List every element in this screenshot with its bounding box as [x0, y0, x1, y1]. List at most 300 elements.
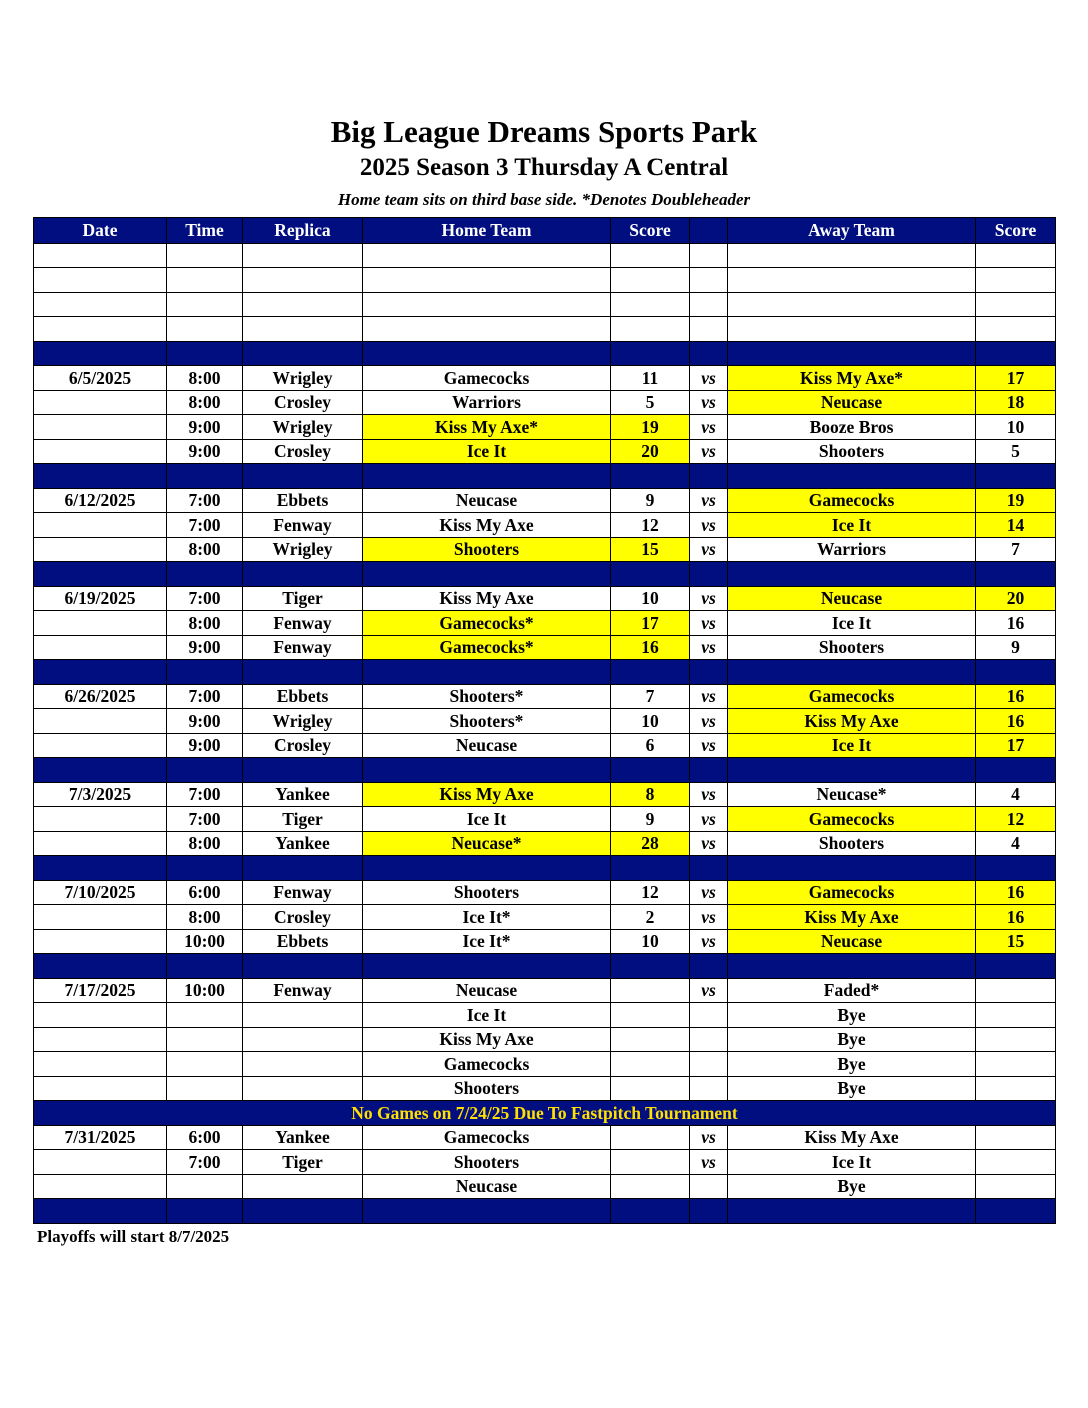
cell-time: 7:00	[167, 782, 243, 807]
cell-home-team: Shooters	[363, 1076, 611, 1101]
cell-home-team: Warriors	[363, 390, 611, 415]
separator-cell	[243, 1199, 363, 1224]
empty-cell	[34, 268, 167, 293]
cell-vs: vs	[690, 635, 728, 660]
separator-cell	[363, 341, 611, 366]
schedule-table	[33, 217, 1056, 1224]
cell-home-score: 10	[611, 929, 690, 954]
cell-vs: vs	[690, 880, 728, 905]
cell-away-team: Shooters	[728, 635, 976, 660]
cell-home-team: Ice It	[363, 1003, 611, 1028]
cell-away-team: Neucase	[728, 929, 976, 954]
cell-vs: vs	[690, 782, 728, 807]
cell-away-team: Shooters	[728, 831, 976, 856]
cell-time: 6:00	[167, 880, 243, 905]
cell-home-team: Ice It*	[363, 905, 611, 930]
separator-cell	[243, 758, 363, 783]
cell-home-score: 15	[611, 537, 690, 562]
cell-away-score: 16	[976, 709, 1056, 734]
cell-time: 8:00	[167, 390, 243, 415]
game-row	[34, 415, 1056, 440]
cell-away-score	[976, 1125, 1056, 1150]
cell-away-score: 4	[976, 782, 1056, 807]
cell-time	[167, 1027, 243, 1052]
cell-date	[34, 635, 167, 660]
game-row	[34, 488, 1056, 513]
cell-time: 8:00	[167, 366, 243, 391]
cell-replica: Crosley	[243, 439, 363, 464]
cell-home-score: 5	[611, 390, 690, 415]
notice-row	[34, 1101, 1056, 1126]
game-row	[34, 1076, 1056, 1101]
cell-vs: vs	[690, 439, 728, 464]
empty-cell	[611, 292, 690, 317]
cell-date: 6/26/2025	[34, 684, 167, 709]
cell-vs: vs	[690, 586, 728, 611]
separator-cell	[611, 464, 690, 489]
separator-cell	[363, 1199, 611, 1224]
empty-cell	[690, 268, 728, 293]
cell-home-team: Kiss My Axe	[363, 1027, 611, 1052]
game-row	[34, 831, 1056, 856]
cell-away-team: Faded*	[728, 978, 976, 1003]
separator-cell	[363, 758, 611, 783]
cell-home-team: Neucase*	[363, 831, 611, 856]
cell-time	[167, 1174, 243, 1199]
cell-away-team: Warriors	[728, 537, 976, 562]
cell-away-score: 14	[976, 513, 1056, 538]
cell-replica	[243, 1003, 363, 1028]
separator-cell	[167, 758, 243, 783]
cell-date	[34, 390, 167, 415]
empty-cell	[976, 292, 1056, 317]
cell-replica: Crosley	[243, 390, 363, 415]
cell-date	[34, 1003, 167, 1028]
cell-date	[34, 1052, 167, 1077]
cell-home-score	[611, 1076, 690, 1101]
game-row	[34, 611, 1056, 636]
empty-row	[34, 243, 1056, 268]
cell-vs	[690, 1052, 728, 1077]
cell-date	[34, 929, 167, 954]
cell-date	[34, 513, 167, 538]
cell-replica: Wrigley	[243, 709, 363, 734]
schedule-note: Home team sits on third base side. *Denotes Doubleheader	[337, 190, 751, 209]
game-row	[34, 709, 1056, 734]
cell-home-team: Ice It	[363, 807, 611, 832]
cell-date	[34, 439, 167, 464]
separator-cell	[728, 464, 976, 489]
separator-cell	[34, 1199, 167, 1224]
cell-away-team: Kiss My Axe	[728, 905, 976, 930]
empty-cell	[243, 268, 363, 293]
separator-cell	[167, 562, 243, 587]
cell-replica	[243, 1027, 363, 1052]
game-row	[34, 586, 1056, 611]
separator-cell	[34, 660, 167, 685]
game-row	[34, 1174, 1056, 1199]
cell-home-score: 9	[611, 807, 690, 832]
cell-date	[34, 831, 167, 856]
cell-away-score: 16	[976, 905, 1056, 930]
cell-away-score	[976, 1174, 1056, 1199]
col-header-vs	[690, 218, 728, 244]
separator-cell	[243, 856, 363, 881]
cell-away-score: 4	[976, 831, 1056, 856]
cell-home-team: Gamecocks	[363, 366, 611, 391]
separator-cell	[243, 660, 363, 685]
cell-replica: Fenway	[243, 880, 363, 905]
cell-home-team: Gamecocks	[363, 1052, 611, 1077]
cell-date	[34, 733, 167, 758]
game-row	[34, 733, 1056, 758]
cell-home-score: 12	[611, 880, 690, 905]
cell-home-team: Kiss My Axe*	[363, 415, 611, 440]
cell-away-score: 12	[976, 807, 1056, 832]
empty-cell	[243, 243, 363, 268]
cell-home-score: 6	[611, 733, 690, 758]
cell-vs: vs	[690, 415, 728, 440]
cell-home-team: Gamecocks*	[363, 611, 611, 636]
separator-cell	[690, 562, 728, 587]
cell-time: 10:00	[167, 978, 243, 1003]
cell-date	[34, 709, 167, 734]
empty-row	[34, 292, 1056, 317]
cell-home-score: 16	[611, 635, 690, 660]
cell-away-team: Ice It	[728, 1150, 976, 1175]
cell-away-team: Ice It	[728, 611, 976, 636]
game-row	[34, 978, 1056, 1003]
cell-away-team: Ice It	[728, 513, 976, 538]
cell-time: 9:00	[167, 439, 243, 464]
cell-time: 9:00	[167, 415, 243, 440]
cell-time: 8:00	[167, 611, 243, 636]
cell-away-team: Kiss My Axe*	[728, 366, 976, 391]
cell-time	[167, 1076, 243, 1101]
game-row	[34, 513, 1056, 538]
cell-home-score	[611, 1125, 690, 1150]
empty-cell	[243, 292, 363, 317]
cell-replica: Ebbets	[243, 929, 363, 954]
separator-cell	[976, 954, 1056, 979]
cell-time: 10:00	[167, 929, 243, 954]
separator-cell	[690, 758, 728, 783]
cell-home-score: 12	[611, 513, 690, 538]
cell-time: 9:00	[167, 635, 243, 660]
cell-away-score: 20	[976, 586, 1056, 611]
empty-cell	[34, 243, 167, 268]
separator-cell	[363, 660, 611, 685]
cell-home-team: Neucase	[363, 488, 611, 513]
separator-cell	[167, 954, 243, 979]
cell-time: 8:00	[167, 831, 243, 856]
cell-replica: Tiger	[243, 586, 363, 611]
cell-vs: vs	[690, 1125, 728, 1150]
cell-time: 8:00	[167, 537, 243, 562]
cell-replica	[243, 1174, 363, 1199]
game-row	[34, 929, 1056, 954]
separator-cell	[976, 464, 1056, 489]
game-row	[34, 1003, 1056, 1028]
cell-replica: Wrigley	[243, 415, 363, 440]
cell-vs: vs	[690, 831, 728, 856]
cell-home-team: Neucase	[363, 733, 611, 758]
cell-time: 6:00	[167, 1125, 243, 1150]
empty-cell	[976, 317, 1056, 342]
cell-home-team: Gamecocks	[363, 1125, 611, 1150]
cell-vs	[690, 1027, 728, 1052]
separator-cell	[611, 856, 690, 881]
game-row	[34, 1027, 1056, 1052]
cell-replica: Fenway	[243, 611, 363, 636]
cell-home-score: 28	[611, 831, 690, 856]
cell-home-score: 7	[611, 684, 690, 709]
game-row	[34, 782, 1056, 807]
separator-cell	[976, 341, 1056, 366]
cell-time: 7:00	[167, 807, 243, 832]
separator-cell	[728, 341, 976, 366]
cell-date	[34, 1174, 167, 1199]
cell-away-team: Bye	[728, 1076, 976, 1101]
empty-cell	[728, 268, 976, 293]
cell-away-score: 7	[976, 537, 1056, 562]
week-separator-row	[34, 758, 1056, 783]
cell-date	[34, 415, 167, 440]
game-row	[34, 1125, 1056, 1150]
cell-home-score: 8	[611, 782, 690, 807]
cell-home-score	[611, 1150, 690, 1175]
cell-vs: vs	[690, 978, 728, 1003]
empty-cell	[167, 243, 243, 268]
cell-away-score: 18	[976, 390, 1056, 415]
col-header-home-team: Home Team	[363, 218, 611, 244]
empty-cell	[690, 292, 728, 317]
cell-replica: Yankee	[243, 782, 363, 807]
cell-away-score: 19	[976, 488, 1056, 513]
cell-away-team: Gamecocks	[728, 880, 976, 905]
cell-vs: vs	[690, 1150, 728, 1175]
week-separator-row	[34, 562, 1056, 587]
separator-cell	[728, 1199, 976, 1224]
cell-away-team: Booze Bros	[728, 415, 976, 440]
col-header-date: Date	[34, 218, 167, 244]
empty-cell	[34, 292, 167, 317]
cell-home-score: 19	[611, 415, 690, 440]
separator-cell	[728, 954, 976, 979]
cell-away-team: Shooters	[728, 439, 976, 464]
separator-cell	[611, 660, 690, 685]
game-row	[34, 390, 1056, 415]
game-row	[34, 1150, 1056, 1175]
cell-home-team: Shooters	[363, 537, 611, 562]
game-row	[34, 807, 1056, 832]
cell-vs: vs	[690, 733, 728, 758]
cell-date	[34, 537, 167, 562]
cell-away-score	[976, 978, 1056, 1003]
cell-home-team: Ice It	[363, 439, 611, 464]
separator-cell	[34, 562, 167, 587]
empty-cell	[611, 243, 690, 268]
cell-home-score: 10	[611, 586, 690, 611]
cell-replica	[243, 1052, 363, 1077]
cell-away-score: 10	[976, 415, 1056, 440]
game-row	[34, 880, 1056, 905]
col-header-home-score: Score	[611, 218, 690, 244]
cell-home-score	[611, 1027, 690, 1052]
separator-cell	[728, 856, 976, 881]
separator-cell	[611, 758, 690, 783]
cell-replica: Crosley	[243, 905, 363, 930]
cell-home-team: Shooters*	[363, 709, 611, 734]
cell-replica: Yankee	[243, 1125, 363, 1150]
game-row	[34, 1052, 1056, 1077]
game-row	[34, 537, 1056, 562]
cell-replica: Ebbets	[243, 488, 363, 513]
separator-cell	[611, 1199, 690, 1224]
separator-cell	[690, 341, 728, 366]
separator-cell	[976, 562, 1056, 587]
cell-date	[34, 1027, 167, 1052]
separator-cell	[690, 856, 728, 881]
empty-cell	[728, 292, 976, 317]
game-row	[34, 905, 1056, 930]
footer-note: Playoffs will start 8/7/2025	[37, 1227, 230, 1246]
cell-vs: vs	[690, 390, 728, 415]
separator-cell	[167, 341, 243, 366]
separator-cell	[243, 341, 363, 366]
cell-away-team: Kiss My Axe	[728, 1125, 976, 1150]
separator-cell	[243, 464, 363, 489]
cell-date: 7/10/2025	[34, 880, 167, 905]
cell-away-team: Kiss My Axe	[728, 709, 976, 734]
cell-time	[167, 1003, 243, 1028]
cell-replica: Crosley	[243, 733, 363, 758]
cell-vs	[690, 1003, 728, 1028]
cell-away-team: Neucase	[728, 586, 976, 611]
cell-away-team: Bye	[728, 1027, 976, 1052]
cell-time: 7:00	[167, 684, 243, 709]
cell-home-team: Kiss My Axe	[363, 586, 611, 611]
empty-cell	[363, 243, 611, 268]
separator-cell	[167, 660, 243, 685]
empty-cell	[363, 268, 611, 293]
game-row	[34, 439, 1056, 464]
cell-away-score: 9	[976, 635, 1056, 660]
cell-away-score	[976, 1003, 1056, 1028]
cell-vs: vs	[690, 807, 728, 832]
week-separator-row	[34, 856, 1056, 881]
cell-home-score	[611, 1052, 690, 1077]
empty-cell	[611, 317, 690, 342]
col-header-away-team: Away Team	[728, 218, 976, 244]
empty-cell	[363, 292, 611, 317]
separator-cell	[167, 464, 243, 489]
cell-time: 9:00	[167, 733, 243, 758]
empty-cell	[690, 317, 728, 342]
cell-vs: vs	[690, 709, 728, 734]
cell-replica: Fenway	[243, 513, 363, 538]
cell-replica	[243, 1076, 363, 1101]
empty-cell	[611, 268, 690, 293]
cell-home-score: 20	[611, 439, 690, 464]
separator-cell	[34, 954, 167, 979]
cell-away-score: 17	[976, 366, 1056, 391]
cell-vs: vs	[690, 366, 728, 391]
cell-vs	[690, 1174, 728, 1199]
cell-time: 9:00	[167, 709, 243, 734]
week-separator-row	[34, 341, 1056, 366]
cell-home-team: Neucase	[363, 1174, 611, 1199]
cell-away-team: Bye	[728, 1174, 976, 1199]
game-row	[34, 684, 1056, 709]
cell-home-team: Gamecocks*	[363, 635, 611, 660]
separator-cell	[611, 341, 690, 366]
separator-cell	[976, 1199, 1056, 1224]
cell-date	[34, 1076, 167, 1101]
cell-away-score: 16	[976, 880, 1056, 905]
empty-cell	[167, 268, 243, 293]
separator-cell	[728, 562, 976, 587]
cell-away-score: 16	[976, 684, 1056, 709]
cell-away-team: Gamecocks	[728, 807, 976, 832]
cell-vs: vs	[690, 537, 728, 562]
cell-away-score: 17	[976, 733, 1056, 758]
separator-cell	[976, 660, 1056, 685]
cell-date	[34, 1150, 167, 1175]
cell-home-score	[611, 1174, 690, 1199]
separator-cell	[34, 856, 167, 881]
separator-cell	[363, 954, 611, 979]
cell-date: 7/3/2025	[34, 782, 167, 807]
cell-replica: Wrigley	[243, 366, 363, 391]
separator-cell	[34, 464, 167, 489]
cell-away-team: Neucase*	[728, 782, 976, 807]
cell-home-team: Shooters*	[363, 684, 611, 709]
separator-cell	[690, 660, 728, 685]
cell-date	[34, 611, 167, 636]
empty-cell	[363, 317, 611, 342]
cell-home-team: Shooters	[363, 880, 611, 905]
cell-home-team: Kiss My Axe	[363, 782, 611, 807]
cell-home-team: Ice It*	[363, 929, 611, 954]
cell-vs: vs	[690, 488, 728, 513]
header-row	[34, 218, 1056, 244]
cell-date: 7/17/2025	[34, 978, 167, 1003]
empty-row	[34, 317, 1056, 342]
col-header-away-score: Score	[976, 218, 1056, 244]
empty-cell	[167, 317, 243, 342]
empty-cell	[690, 243, 728, 268]
cell-time: 7:00	[167, 488, 243, 513]
cell-replica: Wrigley	[243, 537, 363, 562]
notice-text: No Games on 7/24/25 Due To Fastpitch Tournament	[34, 1101, 1056, 1126]
separator-cell	[167, 1199, 243, 1224]
separator-cell	[167, 856, 243, 881]
cell-away-team: Bye	[728, 1003, 976, 1028]
schedule-body	[34, 243, 1056, 1223]
separator-cell	[611, 954, 690, 979]
empty-cell	[243, 317, 363, 342]
cell-home-team: Shooters	[363, 1150, 611, 1175]
cell-home-score: 11	[611, 366, 690, 391]
cell-away-team: Neucase	[728, 390, 976, 415]
cell-time: 8:00	[167, 905, 243, 930]
cell-vs: vs	[690, 684, 728, 709]
empty-cell	[976, 268, 1056, 293]
separator-cell	[363, 464, 611, 489]
separator-cell	[728, 758, 976, 783]
cell-replica: Fenway	[243, 635, 363, 660]
